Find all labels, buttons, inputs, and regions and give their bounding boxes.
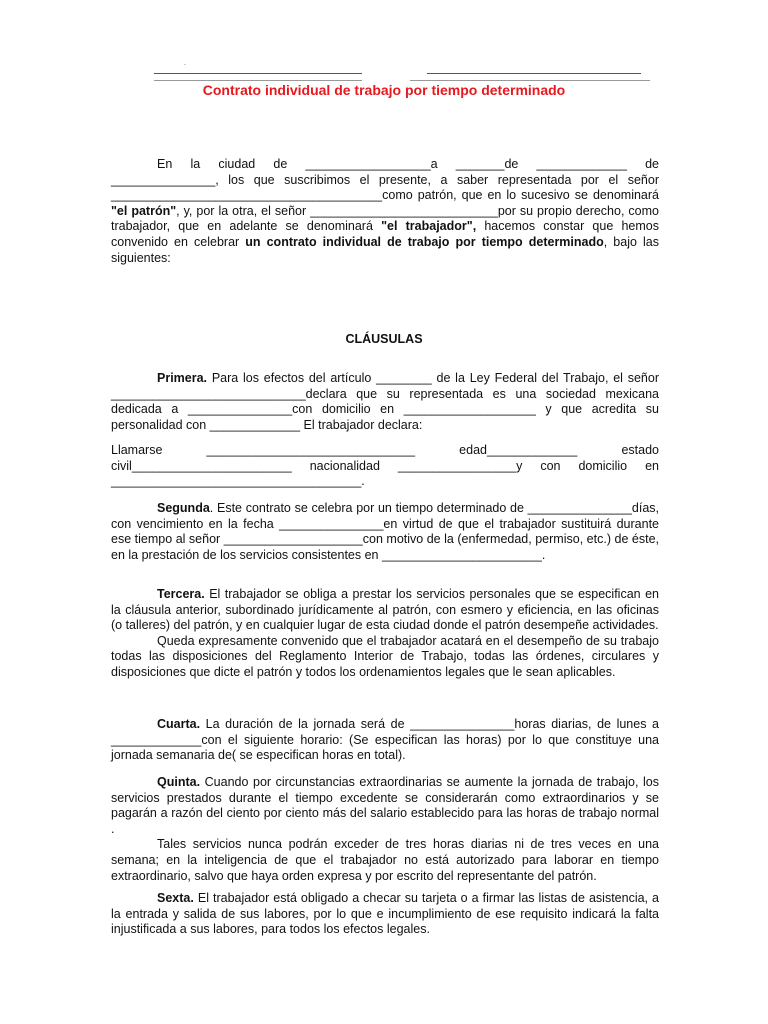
- sexta-label: Sexta.: [157, 891, 194, 905]
- clause-quinta: [111, 775, 659, 884]
- tercera-text-2: Queda expresamente convenido que el trabajador acatará en el desempeño de su trabajo todas las disposiciones del Reglamento Interior de Trabajo, todas las órdenes, circulares y disposiciones que dicte el patrón y todos los ordenamientos legales que le sean aplicables.: [111, 633, 659, 679]
- cuarta-label: Cuarta.: [157, 717, 201, 731]
- clausulas-heading: CLÁUSULAS: [345, 332, 423, 346]
- declaration-text: con: [540, 458, 561, 473]
- intro-text-1: En la ciudad de __________________a _______de _____________ de _______________, los que suscribimos el presente, a saber representada por el señor _______________________________________como patrón, que en lo sucesivo se denominará: [111, 157, 659, 203]
- primera-label: Primera.: [157, 371, 208, 385]
- tercera-label: Tercera.: [157, 587, 205, 601]
- clause-tercera: [111, 587, 659, 681]
- clause-primera: [111, 371, 659, 433]
- clause-cuarta: [111, 717, 659, 764]
- intro-bold-1: "el patrón": [111, 203, 177, 218]
- segunda-label: Segunda: [157, 501, 210, 515]
- document-title: Contrato individual de trabajo por tiempo determinado: [202, 82, 566, 98]
- declaration-text: _________________y: [397, 458, 523, 473]
- intro-paragraph: [111, 157, 659, 266]
- sexta-text: El trabajador está obligado a checar su tarjeta o a firmar las listas de asistencia, a la entrada y salida de sus labores, por lo que e incumplimiento de ese requisito indicará la falta injustificada a sus labores, para todos los efectos legales.: [111, 891, 659, 937]
- intro-bold-2: "el trabajador",: [381, 219, 477, 234]
- declaration-text: domicilio: [578, 458, 628, 473]
- clause-sexta: [111, 891, 659, 938]
- intro-text-4: , bajo las siguientes:: [111, 234, 659, 265]
- primera-text: Para los efectos del artículo ________ de la Ley Federal del Trabajo, el señor ____________________________declara que su representada es una sociedad mexicana dedicada a _______________con domicilio en ___________________ y que acredita su personalidad con _____________ El trabajador declara:: [111, 371, 659, 432]
- quinta-text-2: Tales servicios nunca podrán exceder de tres horas diarias ni de tres veces en una semana; en la inteligencia de que el trabajador no está autorizado para laborar en tiempo extraordinario, salvo que haya orden expresa y por escrito del representante del patrón.: [111, 837, 659, 883]
- header-dot: .: [184, 60, 186, 67]
- declaration-row-3: ____________________________________.: [111, 474, 365, 489]
- declaration-text: nacionalidad: [309, 458, 380, 473]
- declaration-text: Llamarse: [111, 443, 163, 457]
- primera-declaration: [111, 443, 659, 490]
- quinta-label: Quinta.: [157, 775, 201, 789]
- header-line-right-bottom: [410, 80, 650, 81]
- intro-bold-3: un contrato individual de trabajo por tiempo determinado: [245, 234, 604, 249]
- header-line-left-top: [154, 73, 362, 74]
- clause-segunda: [111, 501, 659, 563]
- tercera-text: El trabajador se obliga a prestar los servicios personales que se especifican en la cláusula anterior, subordinado jurídicamente al patrón, con esmero y eficiencia, en las oficinas (o talleres) del patrón, y en cualquier lugar de esta ciudad donde el patrón desempeñe actividades.: [111, 587, 659, 633]
- header-line-right-top: [427, 73, 641, 74]
- declaration-text: civil_______________________: [111, 458, 292, 473]
- cuarta-text: La duración de la jornada será de _______________horas diarias, de lunes a _____________con el siguiente horario: (Se especifican las horas) por lo que constituye una jornada semanaria de( se especifican horas en total).: [111, 717, 659, 763]
- declaration-blank: ______________________________: [206, 443, 416, 457]
- segunda-text: . Este contrato se celebra por un tiempo determinado de _______________días, con vencimiento en la fecha _______________en virtud de que el trabajador sustituirá durante ese tiempo al señor ____________________con motivo de la (enfermedad, permiso, etc.) de éste, en la prestación de los servicios consistentes en _______________________.: [111, 501, 659, 562]
- intro-text-2: , y, por la otra, el señor ___________________________por su propio derecho, como trabajador, que en adelante se denominará: [111, 203, 659, 234]
- intro-text-3: hacemos constar que hemos convenido en celebrar: [111, 219, 659, 249]
- declaration-text: edad_____________: [459, 443, 578, 457]
- declaration-text: estado: [621, 443, 659, 457]
- quinta-text: Cuando por circunstancias extraordinarias se aumente la jornada de trabajo, los servicios prestados durante el tiempo excedente se considerarán como extraordinarios y se pagarán a razón del ciento por ciento más del salario establecido para las horas de trabajo normal .: [111, 775, 659, 836]
- declaration-row-1: [111, 443, 659, 459]
- declaration-text: en: [645, 458, 659, 473]
- header-line-left-bottom: [154, 80, 362, 81]
- declaration-row-2: [111, 459, 659, 475]
